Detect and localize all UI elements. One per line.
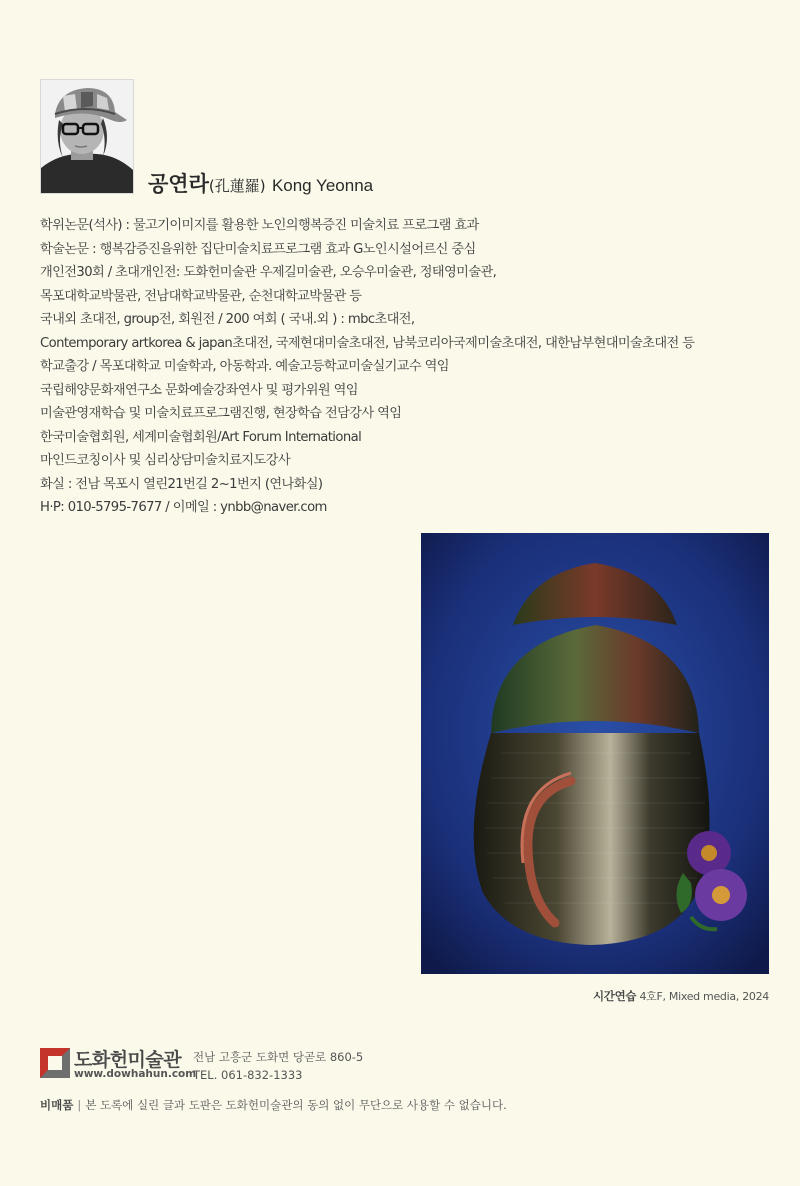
bio-line: Contemporary artkorea & japan초대전, 국제현대미술초대전, 남북코리아국제미술초대전, 대한남부현대미술초대전 등 bbox=[40, 335, 695, 351]
artist-name-korean: 공연라 bbox=[148, 172, 209, 196]
bio-line: 미술관영재학습 및 미술치료프로그램진행, 현장학습 전담강사 역임 bbox=[40, 406, 402, 421]
notice-separator: | bbox=[77, 1098, 82, 1112]
museum-address: 전남 고흥군 도화면 당곧로 860-5 bbox=[193, 1050, 364, 1064]
bio-line: 학술논문 : 행복감증진을위한 집단미술치료프로그램 효과 G노인시설어르신 중심 bbox=[40, 241, 476, 257]
artwork-details: 4호F, Mixed media, 2024 bbox=[639, 990, 769, 1003]
museum-contact bbox=[193, 1048, 363, 1084]
museum-logo-icon bbox=[40, 1048, 70, 1078]
bio-line: 학교출강 / 목포대학교 미술학과, 아동학과. 예술고등학교미술실기교수 역임 bbox=[40, 359, 449, 374]
museum-tel: TEL. 061-832-1333 bbox=[193, 1068, 303, 1082]
artist-portrait bbox=[40, 79, 134, 194]
portrait-image bbox=[41, 80, 133, 193]
artist-name-english: Kong Yeonna bbox=[271, 176, 374, 195]
notice-label: 비매품 bbox=[40, 1098, 74, 1112]
artist-name bbox=[148, 168, 373, 198]
bio-line: 마인드코칭이사 및 심리상담미술치료지도강사 bbox=[40, 453, 290, 468]
bio-line: 국립해양문화재연구소 문화예술강좌연사 및 평가위원 역임 bbox=[40, 382, 358, 398]
bio-line: 화실 : 전남 목포시 열린21번길 2~1번지 (연나화실) bbox=[40, 476, 323, 492]
museum-name: 도화헌미술관 bbox=[74, 1049, 182, 1071]
bio-line: 국내외 초대전, group전, 회원전 / 200 여회 ( 국내.외 ) : mbc초대전, bbox=[40, 312, 415, 327]
bio-line: 개인전30회 / 초대개인전: 도화헌미술관 우제길미술관, 오승우미술관, 정태영미술관, bbox=[40, 265, 497, 280]
artwork-title: 시간연습 bbox=[592, 989, 637, 1003]
bio-line: 한국미술협회원, 세계미술협회원/Art Forum International bbox=[40, 429, 362, 445]
bio-line: 목포대학교박물관, 전남대학교박물관, 순천대학교박물관 등 bbox=[40, 288, 362, 304]
notice-text: 본 도록에 실린 글과 도판은 도화헌미술관의 동의 없이 무단으로 사용할 수 없습니다. bbox=[85, 1098, 507, 1112]
bio-line: H·P: 010-5795-7677 / 이메일 : ynbb@naver.com bbox=[40, 500, 327, 515]
artwork-painting bbox=[421, 533, 769, 974]
artwork-image bbox=[421, 533, 769, 974]
artwork-caption bbox=[593, 988, 769, 1004]
museum-url: www.dowhahun.com bbox=[74, 1068, 197, 1080]
artist-biography bbox=[40, 214, 780, 520]
copyright-notice bbox=[40, 1097, 507, 1113]
bio-line: 학위논문(석사) : 물고기이미지를 활용한 노인의행복증진 미술치료 프로그램 효과 bbox=[40, 218, 479, 233]
artist-name-hanja: (孔蓮羅) bbox=[208, 177, 266, 195]
